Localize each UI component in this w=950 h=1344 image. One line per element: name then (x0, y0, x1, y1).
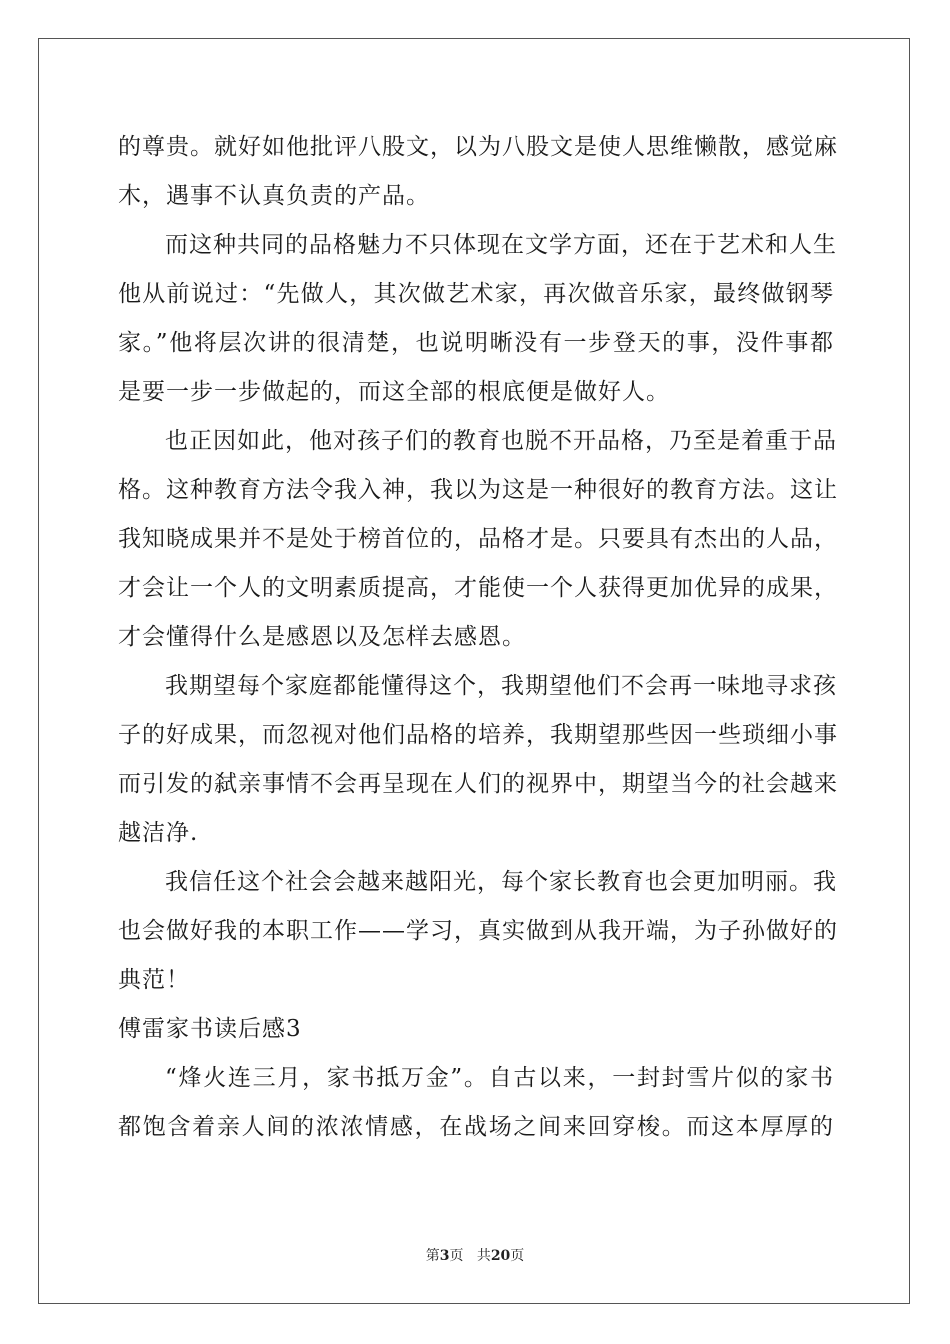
text-line: 才会让一个人的文明素质提高，才能使一个人获得更加优异的成果， (118, 575, 838, 601)
text-line: 的尊贵。就好如他批评八股文，以为八股文是使人思维懒散，感觉麻 (118, 134, 838, 160)
text-line: 也会做好我的本职工作——学习，真实做到从我开端，为子孙做好的 (118, 918, 838, 944)
page-footer (0, 1245, 950, 1265)
page-number: 3 (439, 1248, 450, 1264)
text-line: 我信任这个社会会越来越阳光，每个家长教育也会更加明丽。我 (165, 869, 837, 895)
text-line: 子的好成果，而忽视对他们品格的培养，我期望那些因一些琐细小事 (118, 722, 838, 748)
text-line: 是要一步一步做起的，而这全部的根底便是做好人。 (118, 379, 670, 405)
section-heading: 傅雷家书读后感3 (118, 1016, 302, 1042)
total-suffix: 页 (510, 1248, 525, 1264)
text-line: 才会懂得什么是感恩以及怎样去感恩。 (118, 624, 526, 650)
text-line: 格。这种教育方法令我入神，我以为这是一种很好的教育方法。这让 (118, 477, 838, 503)
text-line: 我知晓成果并不是处于榜首位的，品格才是。只要具有杰出的人品， (118, 526, 838, 552)
text-line: 典范！ (118, 967, 190, 993)
total-pages: 20 (490, 1248, 511, 1264)
page-suffix: 页 (449, 1248, 464, 1264)
text-line: 而引发的弑亲事情不会再呈现在人们的视界中，期望当今的社会越来 (118, 771, 838, 797)
text-line: “烽火连三月，家书抵万金”。自古以来，一封封雪片似的家书 (165, 1065, 834, 1091)
text-line: 他从前说过：“先做人，其次做艺术家，再次做音乐家，最终做钢琴 (118, 281, 834, 307)
text-line: 我期望每个家庭都能懂得这个，我期望他们不会再一味地寻求孩 (165, 673, 837, 699)
text-line: 而这种共同的品格魅力不只体现在文学方面，还在于艺术和人生 (165, 232, 837, 258)
document-body (118, 123, 838, 1152)
text-line: 家。”他将层次讲的很清楚，也说明晰没有一步登天的事，没件事都 (118, 330, 834, 356)
text-line: 越洁净. (118, 820, 199, 846)
text-line: 也正因如此，他对孩子们的教育也脱不开品格，乃至是着重于品 (165, 428, 837, 454)
page-prefix: 第 (425, 1248, 440, 1264)
total-prefix: 共 (476, 1248, 491, 1264)
text-line: 都饱含着亲人间的浓浓情感，在战场之间来回穿梭。而这本厚厚的 (118, 1114, 834, 1140)
text-line: 木，遇事不认真负责的产品。 (118, 183, 430, 209)
